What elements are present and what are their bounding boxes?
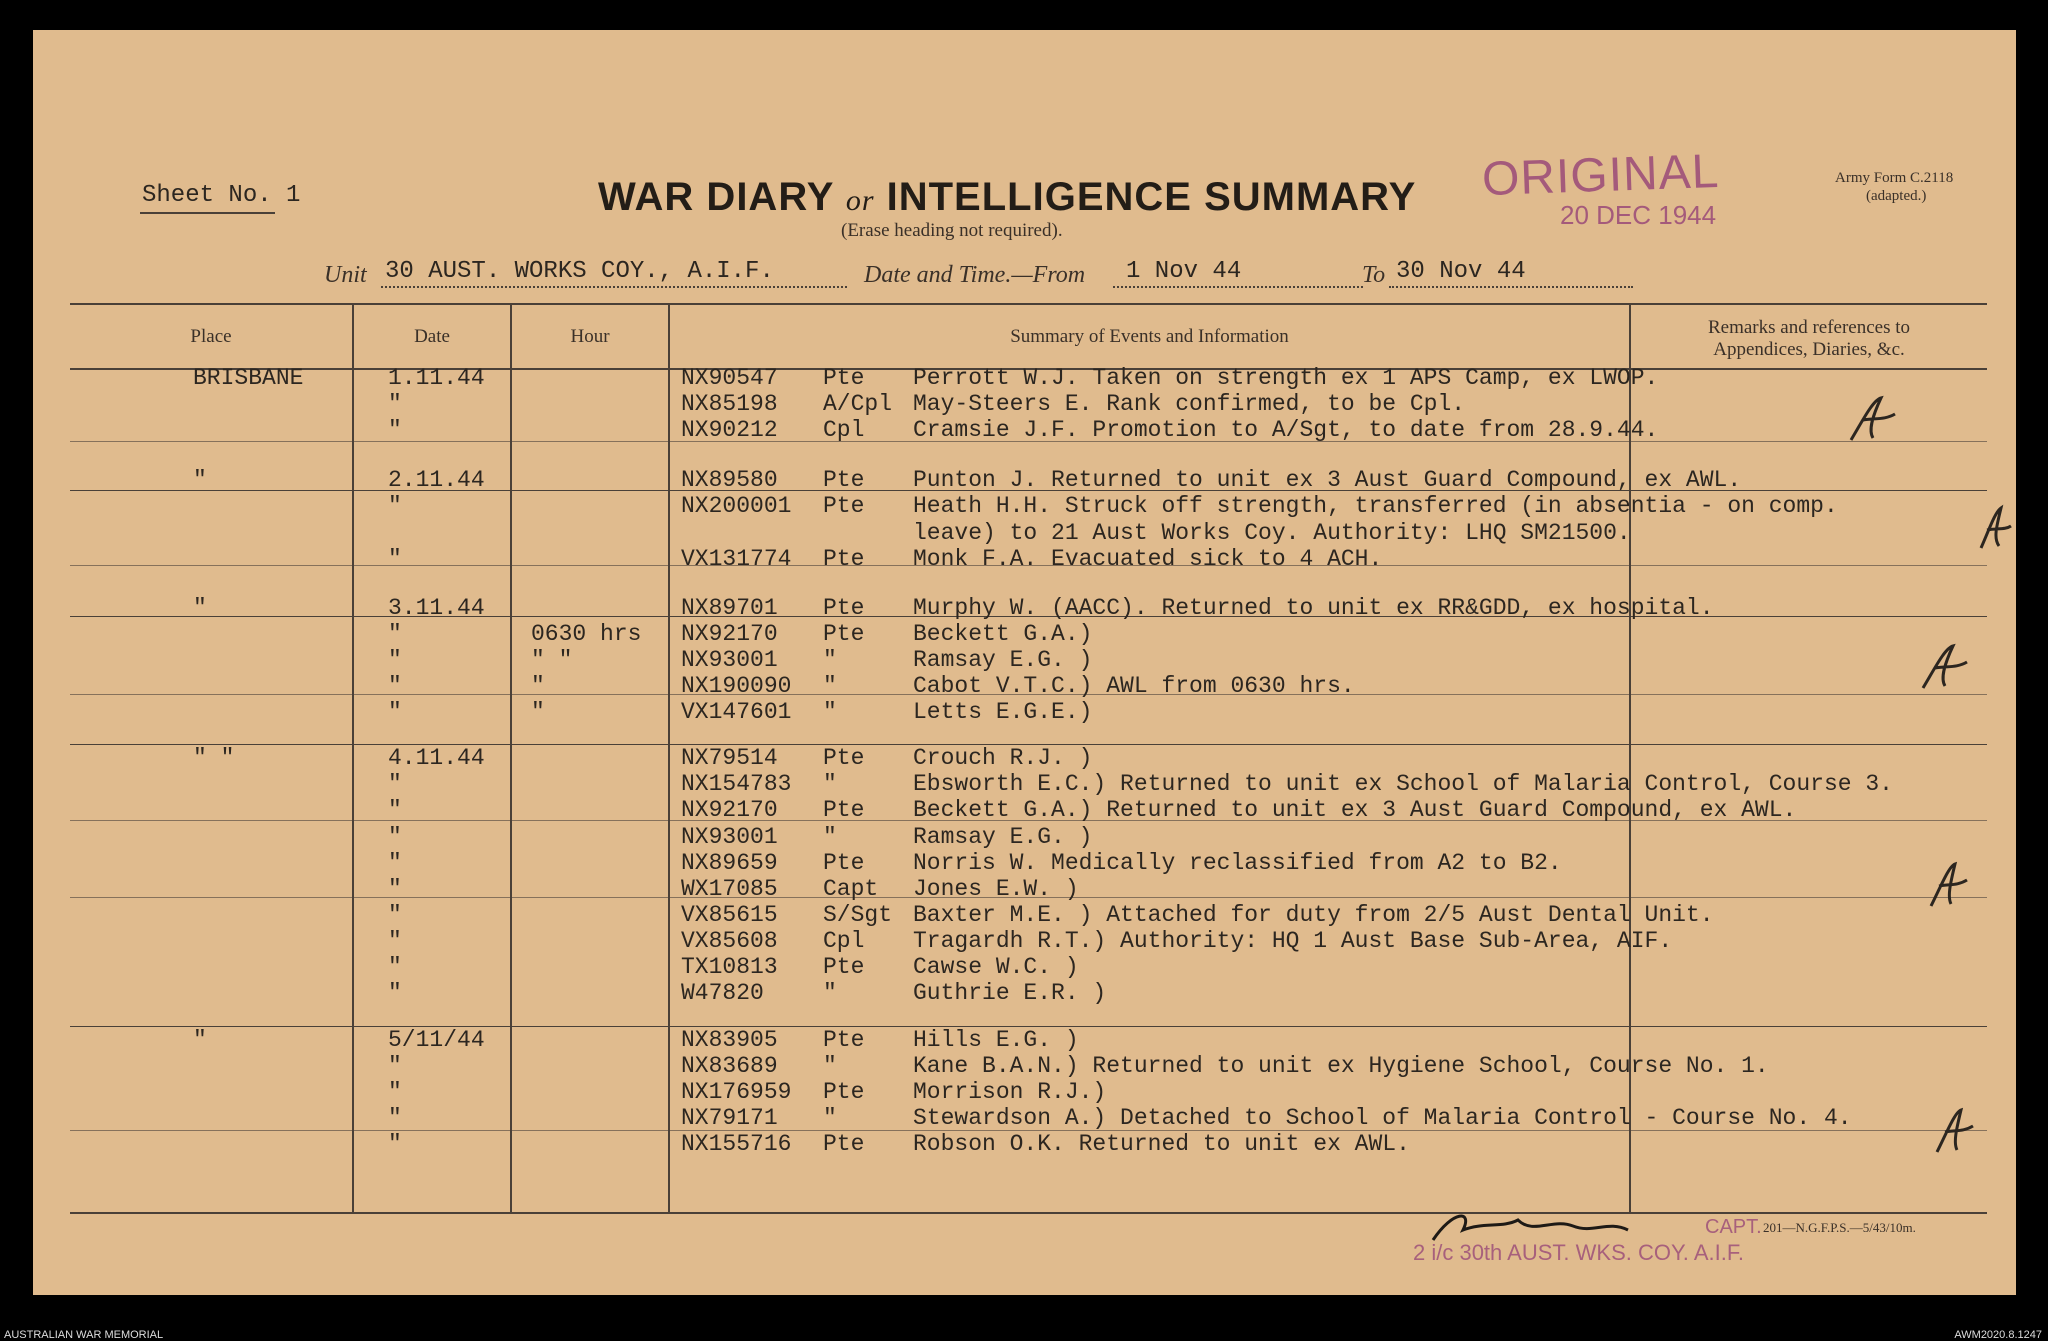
entry-rank: Pte	[823, 1131, 865, 1157]
entry-summary: Ramsay E.G. )	[913, 647, 1093, 673]
table-row	[33, 876, 2016, 902]
entry-service-number: NX190090	[681, 673, 792, 699]
entry-service-number: NX90212	[681, 417, 778, 443]
date-label: Date and Time.—From	[864, 262, 1086, 288]
entry-summary: Letts E.G.E.)	[913, 699, 1093, 725]
initials-mark	[1929, 1102, 1979, 1162]
table-row	[33, 797, 2016, 823]
entry-date: 2.11.44	[388, 467, 485, 493]
entry-service-number: NX154783	[681, 771, 792, 797]
entry-service-number: NX93001	[681, 824, 778, 850]
table-row	[33, 1131, 2016, 1157]
table-row	[33, 1053, 2016, 1079]
entry-date: "	[388, 647, 402, 673]
col-remarks-2: Appendices, Diaries, &c.	[1713, 339, 1905, 360]
entry-rank: Pte	[823, 621, 865, 647]
entry-date: "	[388, 824, 402, 850]
entry-date: "	[388, 621, 402, 647]
entry-hour: 0630 hrs	[531, 621, 642, 647]
entry-place: BRISBANE	[193, 365, 304, 391]
entry-rank: "	[823, 771, 837, 797]
entry-summary: Ramsay E.G. )	[913, 824, 1093, 850]
unit-label: Unit	[324, 262, 367, 288]
entry-service-number: NX89659	[681, 850, 778, 876]
entry-rank: "	[823, 1105, 837, 1131]
original-stamp: ORIGINAL	[1481, 144, 1721, 207]
table-row	[33, 928, 2016, 954]
entry-service-number: VX147601	[681, 699, 792, 725]
entry-date: "	[388, 902, 402, 928]
entry-service-number: NX85198	[681, 391, 778, 417]
entry-service-number: W47820	[681, 980, 764, 1006]
entry-rank: "	[823, 673, 837, 699]
title-left: WAR DIARY	[598, 175, 834, 219]
table-row	[33, 520, 2016, 546]
entry-service-number: NX155716	[681, 1131, 792, 1157]
date-to: 30 Nov 44	[1396, 258, 1526, 285]
diary-sheet	[33, 30, 2016, 1295]
entry-service-number: NX89701	[681, 595, 778, 621]
entry-service-number: NX93001	[681, 647, 778, 673]
initials-mark	[1923, 856, 1973, 916]
entry-service-number: NX176959	[681, 1079, 792, 1105]
entry-rank: Pte	[823, 365, 865, 391]
table-row	[33, 850, 2016, 876]
col-summary: Summary of Events and Information	[1010, 326, 1289, 347]
entry-rank: A/Cpl	[823, 391, 893, 417]
entry-service-number: VX131774	[681, 546, 792, 572]
entry-rank: Pte	[823, 467, 865, 493]
entry-date: 3.11.44	[388, 595, 485, 621]
table-row	[33, 621, 2016, 647]
entry-date: "	[388, 1079, 402, 1105]
entry-rank: Cpl	[823, 417, 865, 443]
entry-service-number: NX83689	[681, 1053, 778, 1079]
entry-date: 5/11/44	[388, 1027, 485, 1053]
entry-summary: Cramsie J.F. Promotion to A/Sgt, to date from 28.9.44.	[913, 417, 1659, 443]
table-row	[33, 1105, 2016, 1131]
entry-rank: Pte	[823, 1079, 865, 1105]
table-row	[33, 467, 2016, 493]
table-row	[33, 771, 2016, 797]
entry-rank: "	[823, 647, 837, 673]
entry-date: "	[388, 1105, 402, 1131]
entry-service-number: VX85608	[681, 928, 778, 954]
table-row	[33, 365, 2016, 391]
entry-summary: Cawse W.C. )	[913, 954, 1079, 980]
sheet-number: Sheet No. 1	[142, 182, 301, 209]
entry-date: "	[388, 876, 402, 902]
to-label: To	[1362, 262, 1386, 288]
entry-service-number: NX79171	[681, 1105, 778, 1131]
col-place: Place	[190, 326, 232, 347]
table-row	[33, 745, 2016, 771]
entry-place: "	[193, 1027, 207, 1053]
entry-rank: S/Sgt	[823, 902, 893, 928]
entry-summary: Perrott W.J. Taken on strength ex 1 APS Camp, ex LWOP.	[913, 365, 1659, 391]
entry-date: "	[388, 1131, 402, 1157]
entry-date: "	[388, 391, 402, 417]
table-row	[33, 980, 2016, 1006]
entry-summary: Robson O.K. Returned to unit ex AWL.	[913, 1131, 1410, 1157]
entry-date: 1.11.44	[388, 365, 485, 391]
entry-summary: Kane B.A.N.) Returned to unit ex Hygiene School, Course No. 1.	[913, 1053, 1769, 1079]
entry-summary: Hills E.G. )	[913, 1027, 1079, 1053]
entry-summary: leave) to 21 Aust Works Coy. Authority: LHQ SM21500.	[913, 520, 1631, 546]
entry-rank: Pte	[823, 850, 865, 876]
initials-mark	[1843, 390, 1903, 450]
entry-rank: "	[823, 699, 837, 725]
entry-date: "	[388, 673, 402, 699]
entry-place: " "	[193, 745, 235, 771]
entry-date: 4.11.44	[388, 745, 485, 771]
col-remarks-1: Remarks and references to	[1707, 317, 1911, 338]
entry-summary: Punton J. Returned to unit ex 3 Aust Guard Compound, ex AWL.	[913, 467, 1742, 493]
entry-hour: "	[531, 699, 545, 725]
entry-summary: Stewardson A.) Detached to School of Malaria Control - Course No. 4.	[913, 1105, 1852, 1131]
entry-summary: May-Steers E. Rank confirmed, to be Cpl.	[913, 391, 1466, 417]
entry-hour: "	[531, 673, 545, 699]
entry-service-number: NX89580	[681, 467, 778, 493]
entry-date: "	[388, 699, 402, 725]
table-row	[33, 417, 2016, 443]
entry-summary: Jones E.W. )	[913, 876, 1079, 902]
entry-date: "	[388, 850, 402, 876]
entry-summary: Heath H.H. Struck off strength, transferred (in absentia - on comp.	[913, 493, 1838, 519]
entry-rank: Pte	[823, 595, 865, 621]
subtitle: (Erase heading not required).	[841, 220, 1063, 241]
unit-value: 30 AUST. WORKS COY., A.I.F.	[385, 258, 774, 285]
entry-date: "	[388, 771, 402, 797]
entry-date: "	[388, 1053, 402, 1079]
entry-date: "	[388, 546, 402, 572]
entry-rank: Pte	[823, 546, 865, 572]
entry-service-number: NX92170	[681, 797, 778, 823]
page-title	[598, 175, 1416, 220]
table-row	[33, 647, 2016, 673]
entry-summary: Guthrie E.R. )	[913, 980, 1107, 1006]
entry-service-number: NX83905	[681, 1027, 778, 1053]
entry-rank: "	[823, 824, 837, 850]
entry-rank: Pte	[823, 745, 865, 771]
title-right: INTELLIGENCE SUMMARY	[886, 175, 1417, 219]
table-row	[33, 954, 2016, 980]
entry-service-number: VX85615	[681, 902, 778, 928]
entry-summary: Murphy W. (AACC). Returned to unit ex RR&GDD, ex hospital.	[913, 595, 1714, 621]
entry-hour: " "	[531, 647, 573, 673]
entry-service-number: WX17085	[681, 876, 778, 902]
title-or: or	[845, 184, 875, 217]
entry-summary: Tragardh R.T.) Authority: HQ 1 Aust Base Sub-Area, AIF.	[913, 928, 1673, 954]
entry-summary: Baxter M.E. ) Attached for duty from 2/5 Aust Dental Unit.	[913, 902, 1714, 928]
entry-summary: Crouch R.J. )	[913, 745, 1093, 771]
table-row	[33, 493, 2016, 519]
entry-service-number: NX90547	[681, 365, 778, 391]
table-row	[33, 902, 2016, 928]
table-row	[33, 673, 2016, 699]
form-adapted: (adapted.)	[1866, 188, 1927, 204]
table-row	[33, 1079, 2016, 1105]
entry-summary: Beckett G.A.) Returned to unit ex 3 Aust Guard Compound, ex AWL.	[913, 797, 1797, 823]
date-from: 1 Nov 44	[1126, 258, 1242, 285]
entry-summary: Ebsworth E.C.) Returned to unit ex School of Malaria Control, Course 3.	[913, 771, 1893, 797]
initials-mark	[1975, 500, 2015, 560]
entry-summary: Beckett G.A.)	[913, 621, 1093, 647]
table-row	[33, 699, 2016, 725]
col-date: Date	[414, 326, 450, 347]
col-hour: Hour	[570, 326, 610, 347]
date-stamp: 20 DEC 1944	[1560, 200, 1717, 230]
archive-reference: AWM2020.8.1247	[1954, 1329, 2042, 1341]
entry-date: "	[388, 493, 402, 519]
table-row	[33, 824, 2016, 850]
entry-rank: "	[823, 980, 837, 1006]
entry-place: "	[193, 467, 207, 493]
entry-date: "	[388, 954, 402, 980]
entry-summary: Norris W. Medically reclassified from A2 to B2.	[913, 850, 1562, 876]
form-number: Army Form C.2118	[1835, 170, 1954, 186]
table-row	[33, 595, 2016, 621]
entry-date: "	[388, 980, 402, 1006]
entry-summary: Morrison R.J.)	[913, 1079, 1107, 1105]
entry-rank: Capt	[823, 876, 879, 902]
entry-rank: Pte	[823, 954, 865, 980]
archive-credit: AUSTRALIAN WAR MEMORIAL	[4, 1329, 164, 1341]
entry-date: "	[388, 417, 402, 443]
printer-code: 201—N.G.F.P.S.—5/43/10m.	[1763, 1220, 1916, 1235]
entry-place: "	[193, 595, 207, 621]
entry-service-number: NX79514	[681, 745, 778, 771]
entry-summary: Monk F.A. Evacuated sick to 4 ACH.	[913, 546, 1383, 572]
entry-date: "	[388, 797, 402, 823]
table-row	[33, 391, 2016, 417]
entry-rank: Cpl	[823, 928, 865, 954]
entry-rank: Pte	[823, 493, 865, 519]
entry-service-number: TX10813	[681, 954, 778, 980]
entry-service-number: NX92170	[681, 621, 778, 647]
entry-rank: Pte	[823, 797, 865, 823]
signature-stamp: 2 i/c 30th AUST. WKS. COY. A.I.F.	[1413, 1240, 1744, 1265]
initials-mark	[1915, 638, 1975, 698]
table-row	[33, 546, 2016, 572]
entry-rank: "	[823, 1053, 837, 1079]
entry-date: "	[388, 928, 402, 954]
rank-stamp: CAPT.	[1705, 1216, 1762, 1238]
entry-rank: Pte	[823, 1027, 865, 1053]
entry-service-number: NX200001	[681, 493, 792, 519]
table-row	[33, 1027, 2016, 1053]
entry-summary: Cabot V.T.C.) AWL from 0630 hrs.	[913, 673, 1355, 699]
